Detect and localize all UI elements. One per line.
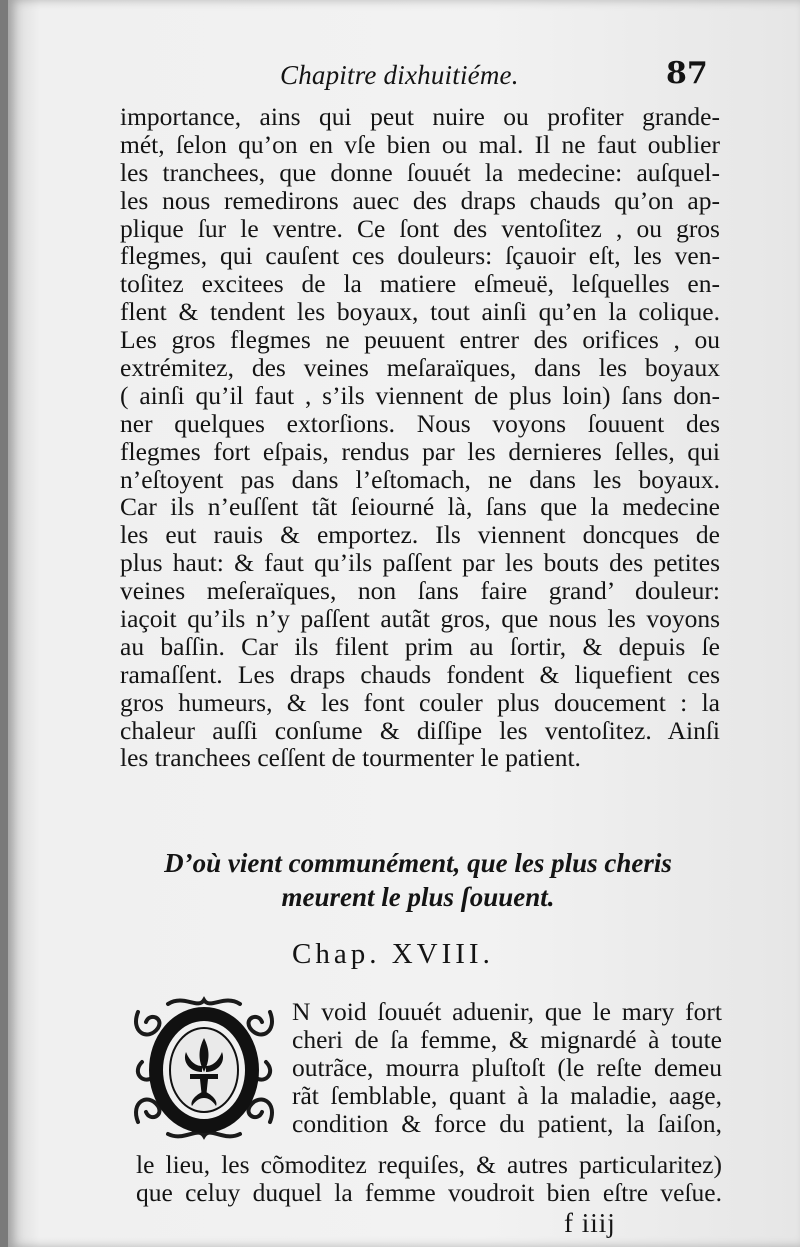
chapter-label: Chap. XVIII. — [292, 938, 494, 970]
text-line: que celuy duquel la femme voudroit bien eſtre veſue. — [136, 1177, 722, 1207]
body-text — [120, 103, 720, 772]
text-line: importance, ains qui peut nuire ou profiter grande- — [120, 102, 720, 131]
text-line: le lieu, les cõmoditez requiſes, & autres particularitez) — [136, 1150, 722, 1179]
text-line: extrémitez, des veines meſaraïques, dans les boyaux — [120, 353, 720, 383]
text-line: flegmes fort eſpais, rendus par les dernieres ſelles, qui — [120, 436, 720, 466]
text-line: plique ſur le ventre. Ce ſont des ventoſitez , ou gros — [120, 213, 720, 243]
page-header — [8, 52, 800, 92]
section-heading-line: meurent le plus ſouuent. — [281, 882, 555, 912]
text-line: gros humeurs, & les font couler plus doucement : la — [120, 687, 720, 717]
signature-mark: f iiij — [564, 1208, 616, 1238]
text-line: condition & force du patient, la ſaiſon, — [292, 1108, 722, 1138]
text-line: Car ils n’euſſent tãt ſeiourné là, ſans que la medecine — [120, 492, 720, 522]
text-line: outrãce, mourra pluſtoſt (le reſte demeu — [292, 1052, 722, 1082]
text-line: iaçoit qu’ils n’y paſſent autãt gros, que nous les voyons — [120, 604, 720, 634]
text-line: les eut rauis & emportez. Ils viennent doncques de — [120, 520, 720, 550]
text-line: n’eſtoyent pas dans l’eſtomach, ne dans les boyaux. — [120, 464, 720, 494]
text-line: au baſſin. Car ils filent prim au ſortir, & depuis ſe — [120, 631, 720, 661]
text-line: les tranchees ceſſent de tourmenter le patient. — [120, 743, 581, 773]
decorated-initial-icon — [128, 992, 280, 1144]
text-line: Les gros flegmes ne peuuent entrer des orifices , ou — [120, 325, 720, 355]
text-line: flegmes, qui cauſent ces douleurs: ſçauoir eſt, les ven- — [120, 241, 720, 271]
running-head: Chapitre dixhuitiéme. — [280, 60, 519, 90]
page-number: 87 — [666, 56, 708, 91]
section-heading-line: D’où vient communément, que les plus cheris — [164, 848, 672, 878]
text-line: les nous remedirons auec des draps chauds qu’on ap- — [120, 185, 720, 215]
text-line: ( ainſi qu’il faut , s’ils viennent de plus loin) ſans don- — [120, 380, 720, 410]
text-line: les tranchees, que donne ſouuét la medecine: auſquel- — [120, 157, 720, 187]
text-line: N void ſouuét aduenir, que le mary fort — [292, 997, 722, 1026]
text-line: veines meſeraïques, non ſans faire grand’ douleur: — [120, 576, 720, 606]
text-line: flent & tendent les boyaux, tout ainſi qu’en la colique. — [120, 297, 720, 327]
section-heading — [158, 846, 678, 914]
book-page — [8, 0, 800, 1247]
text-line: mét, ſelon qu’on en vſe bien ou mal. Il ne faut oublier — [120, 129, 720, 159]
text-line: cheri de ſa femme, & mignardé à toute — [292, 1024, 722, 1054]
chapter-paragraph-indented — [292, 998, 722, 1137]
text-line: ner quelques extorſions. Nous voyons ſouuent des — [120, 408, 720, 438]
chapter-paragraph — [136, 1151, 722, 1207]
text-line: toſitez excitees de la matiere eſmeuë, leſquelles en- — [120, 269, 720, 299]
text-line: chaleur auſſi conſume & diſſipe les ventoſitez. Ainſi — [120, 715, 720, 745]
text-line: ramaſſent. Les draps chauds fondent & liquefient ces — [120, 659, 720, 689]
text-line: rãt ſemblable, quant à la maladie, aage, — [292, 1080, 722, 1110]
text-line: plus haut: & faut qu’ils paſſent par les bouts des petites — [120, 548, 720, 578]
